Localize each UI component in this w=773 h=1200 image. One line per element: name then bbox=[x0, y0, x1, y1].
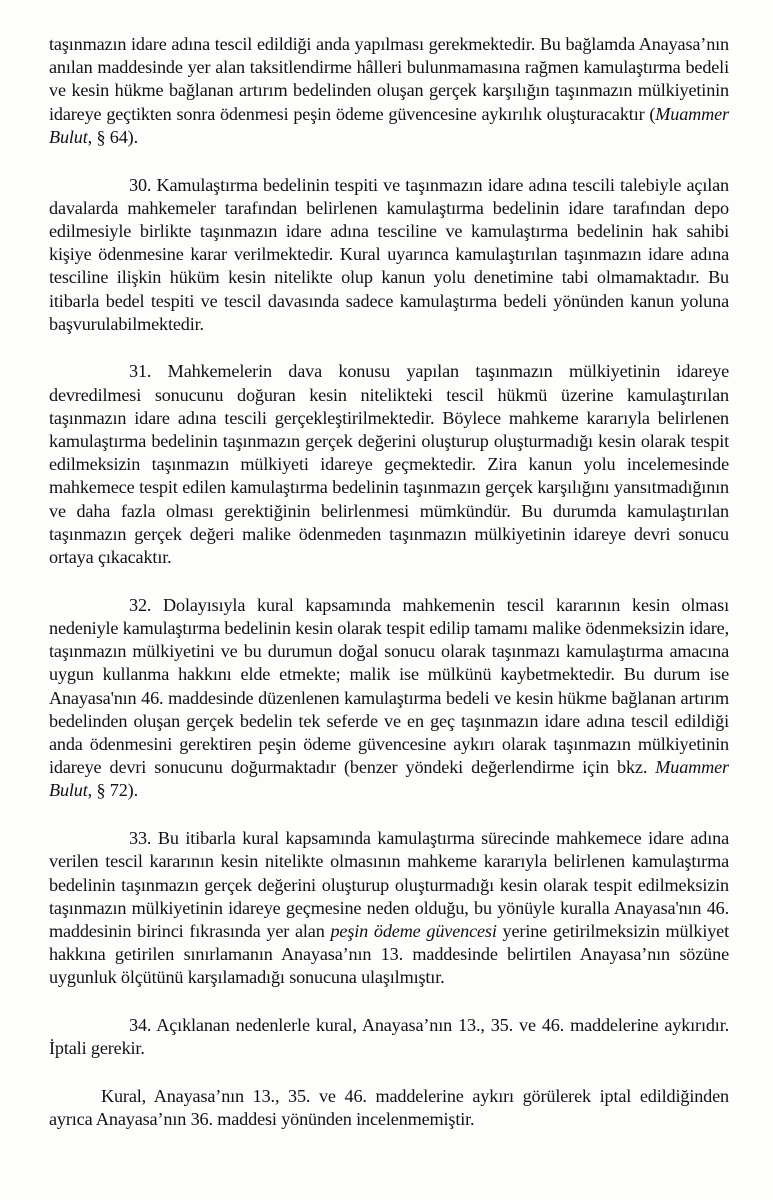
text-segment: , § 72). bbox=[87, 780, 138, 801]
case-name-italic: Muammer Bulut bbox=[49, 757, 729, 801]
text-segment: Kural, Anayasa’nın 13., 35. ve 46. maddelerine aykırı görülerek iptal edildiğinden ayrıca Anayasa’nın 36. maddesi yönünden incelenmemiştir. bbox=[49, 1085, 729, 1130]
emphasis-italic: peşin ödeme güvencesi bbox=[330, 920, 497, 941]
text-segment: taşınmazın idare adına tescil edildiği anda yapılması gerekmektedir. Bu bağlamda Anayasa’nın anılan maddesinde yer alan taksitlendirme hâlleri bulunmamasına rağmen kamulaştırma bedeli ve kesin hükme bağlanan artırım bedelinden oluşan gerçek karşılığın taşınmazın mülkiyetinin idareye geçtikten sonra ödenmesi peşin ödeme güvencesine aykırılık oluşturacaktır ( bbox=[49, 34, 729, 124]
paragraph-closing bbox=[49, 1085, 729, 1131]
paragraph-32 bbox=[49, 594, 729, 803]
paragraph-continuation bbox=[49, 33, 729, 149]
paragraph-31 bbox=[49, 360, 729, 569]
paragraph-34 bbox=[49, 1014, 729, 1060]
text-segment: 32. Dolayısıyla kural kapsamında mahkemenin tescil kararının kesin olması nedeniyle kamulaştırma bedelinin kesin olarak tespit edilip tamamı malike ödenmeksizin idare, taşınmazın mülkiyetini ve bu durumun doğal sonucu olarak taşınmazı kamulaştırma amacına uygun kullanma hakkını elde etmekte; malik ise mülkünü kaybetmektedir. Bu durum ise Anayasa'nın 46. maddesinde düzenlenen kamulaştırma bedeli ve kesin hükme bağlanan artırım bedelinden oluşan gerçek bedelin tek seferde ve en geç taşınmazın idare adına tescil edildiği anda ödenmesini gerektiren peşin ödeme güvencesine aykırı olarak taşınmazın mülkiyetinin idareye devri sonucunu doğurmaktadır (benzer yöndeki değerlendirme için bkz. bbox=[49, 594, 729, 778]
paragraph-30 bbox=[49, 174, 729, 336]
text-segment: , § 64). bbox=[87, 126, 138, 147]
text-segment: 34. Açıklanan nedenlerle kural, Anayasa’nın 13., 35. ve 46. maddelerine aykırıdır. İptali gerekir. bbox=[49, 1015, 729, 1059]
text-segment: yerine getirilmeksizin mülkiyet hakkına getirilen sınırlamanın Anayasa’nın 13. maddesinde belirtilen Anayasa’nın sözüne uygunluk ölçütünü karşılamadığı sonucuna ulaşılmıştır. bbox=[49, 920, 730, 988]
text-segment: 30. Kamulaştırma bedelinin tespiti ve taşınmazın idare adına tescili talebiyle açılan davalarda mahkemeler tarafından belirlenen kamulaştırma bedelinin idare tarafından depo edilmesiyle birlikte taşınmazın idare adına tesciline ve kamulaştırma bedelinin hak sahibi kişiye ödenmesine karar verilmektedir. Kural uyarınca kamulaştırılan taşınmazın idare adına tesciline ilişkin hüküm kesin nitelikte olup kanun yolu denetimine tabi olmamaktadır. Bu itibarla bedel tespiti ve tescil davasında sadece kamulaştırma bedeli yönünden kanun yoluna başvurulabilmektedir. bbox=[49, 174, 729, 334]
text-segment: 31. Mahkemelerin dava konusu yapılan taşınmazın mülkiyetinin idareye devredilmesi sonucunu doğuran kesin nitelikteki tescil hükmü üzerine kamulaştırılan taşınmazın idare adına tescili gerçekleştirilmektedir. Böylece mahkeme kararıyla belirlenen kamulaştırma bedelinin taşınmazın gerçek değerini oluşturup oluşturmadığı kesin olarak tespit edilmeksizin taşınmazın mülkiyeti idareye geçmektedir. Zira kanun yolu incelemesinde mahkemece tespit edilen kamulaştırma bedelinin taşınmazın gerçek karşılığını yansıtmadığının ve daha fazla olması gerektiğinin belirlenmesi mümkündür. Bu durumda kamulaştırılan taşınmazın gerçek değeri malike ödenmeden taşınmazın mülkiyetinin idareye devri sonucu ortaya çıkacaktır. bbox=[49, 361, 729, 568]
paragraph-33 bbox=[49, 827, 729, 989]
case-name-italic: Muammer Bulut bbox=[49, 103, 729, 147]
text-segment: 33. Bu itibarla kural kapsamında kamulaştırma sürecinde mahkemece idare adına verilen tescil kararının kesin nitelikte olmasının mahkeme kararıyla belirlenen kamulaştırma bedelinin taşınmazın gerçek değerini oluşturup oluşturmadığı kesin olarak tespit edilmeksizin taşınmazın mülkiyetinin idareye geçmesine neden olduğu, bu yönüyle kuralla Anayasa'nın 46. maddesinin birinci fıkrasında yer alan bbox=[49, 828, 729, 941]
